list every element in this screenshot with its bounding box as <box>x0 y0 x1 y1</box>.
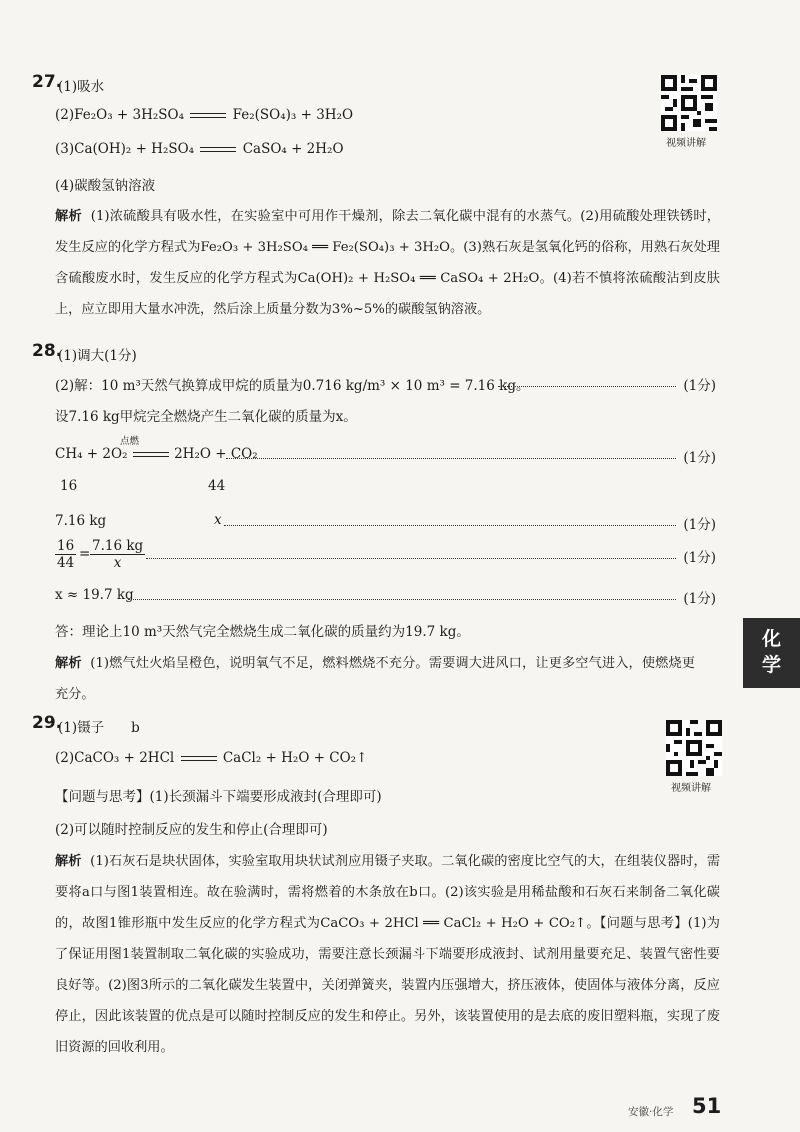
score-label: (1分) <box>683 517 716 533</box>
q27-answer-1: (1)吸水 <box>58 79 105 95</box>
q27-answer-3: (3)Ca(OH)₂ + H₂SO₄ CaSO₄ + 2H₂O <box>55 141 344 157</box>
q28-value-2: x <box>214 512 222 528</box>
score-label: (1分) <box>683 450 716 466</box>
score-label: (1分) <box>683 550 716 566</box>
page-number: 51 <box>692 1094 722 1118</box>
dotted-leader <box>498 386 676 387</box>
reaction-condition: 点燃 <box>120 436 140 447</box>
equals-arrow-icon <box>179 754 219 764</box>
q29-answer-1: (1)镊子 b <box>58 720 140 736</box>
q29-think-2: (2)可以随时控制反应的发生和停止(合理即可) <box>55 822 328 838</box>
q28-value-1: 7.16 kg <box>55 513 107 529</box>
q28-result: x ≈ 19.7 kg <box>55 587 134 603</box>
equals-arrow-icon <box>132 450 170 460</box>
dotted-leader <box>224 525 676 526</box>
q28-answer-2: (2)解：10 m³天然气换算成甲烷的质量为0.716 kg/m³ × 10 m³ = 7.16 kg。 <box>55 378 530 394</box>
subject-side-tab: 化 学 <box>743 618 800 688</box>
qr-code-icon[interactable] <box>666 720 722 776</box>
q28-molar-mass-1: 16 <box>60 478 78 494</box>
q27-answer-4: (4)碳酸氢钠溶液 <box>55 178 156 194</box>
q28-conclusion: 答：理论上10 m³天然气完全燃烧生成二氧化碳的质量约为19.7 kg。 <box>55 624 470 640</box>
q28-number: 28. <box>32 341 63 361</box>
score-label: (1分) <box>683 378 716 394</box>
q28-fraction-1: $\frac{16}{44}$ <box>57 538 75 571</box>
q29-think-1: 【问题与思考】(1)长颈漏斗下端要形成液封(合理即可) <box>55 789 382 805</box>
q28-fraction-2: $\frac{7.16 kg}{x}$ <box>92 538 144 571</box>
equals-arrow-icon <box>198 145 238 155</box>
q28-equation: CH₄ + 2O₂ 2H₂O + CO₂ <box>55 446 258 462</box>
qr-caption: 视频讲解 <box>671 783 711 794</box>
qr-caption: 视频讲解 <box>666 138 706 149</box>
q28-analysis: 解析 (1)燃气灶火焰呈橙色，说明氧气不足，燃料燃烧不充分。需要调大进风口，让更多空气进入，使燃烧更充分。 <box>55 656 695 702</box>
score-label: (1分) <box>683 591 716 607</box>
q28-equals: = <box>79 546 91 562</box>
q27-analysis: 解析 (1)浓硫酸具有吸水性，在实验室中可用作干燥剂，除去二氧化碳中混有的水蒸气。(2)用硫酸处理铁锈时，发生反应的化学方程式为Fe₂O₃ + 3H₂SO₄ ══ Fe₂(SO₄)₃ + 3H₂O。(3)熟石灰是氢氧化钙的俗称，用熟石灰处理含硫酸废水时，发生反应的化学方程式为Ca(OH)₂ + H₂SO₄ ══ CaSO₄ + 2H₂O。(4)若不慎将浓硫酸沾到皮肤上，应立即用大量水冲洗，然后涂上质量分数为3%~5%的碳酸氢钠溶液。 <box>55 209 720 317</box>
q28-molar-mass-2: 44 <box>208 478 226 494</box>
dotted-leader <box>226 458 676 459</box>
footer-label: 安徽·化学 <box>628 1106 674 1118</box>
equals-arrow-icon <box>188 111 228 121</box>
q28-answer-1: (1)调大(1分) <box>58 348 137 364</box>
q27-number: 27. <box>32 72 63 92</box>
dotted-leader <box>146 558 676 559</box>
q27-answer-2: (2)Fe₂O₃ + 3H₂SO₄ Fe₂(SO₄)₃ + 3H₂O <box>55 107 354 123</box>
q28-let: 设7.16 kg甲烷完全燃烧产生二氧化碳的质量为x。 <box>55 409 357 425</box>
dotted-leader <box>128 599 676 600</box>
qr-code-icon[interactable] <box>661 75 717 131</box>
q29-answer-2: (2)CaCO₃ + 2HCl CaCl₂ + H₂O + CO₂↑ <box>55 750 368 766</box>
q29-number: 29. <box>32 713 63 733</box>
q29-analysis: 解析 (1)石灰石是块状固体，实验室取用块状试剂应用镊子夹取。二氧化碳的密度比空气的大，在组装仪器时，需要将a口与图1装置相连。故在验满时，需将燃着的木条放在b口。(2)该实验是用稀盐酸和石灰石来制备二氧化碳的，故图1锥形瓶中发生反应的化学方程式为CaCO₃ + 2HCl ══ CaCl₂ + H₂O + CO₂↑。【问题与思考】(1)为了保证用图1装置制取二氧化碳的实验成功，需要注意长颈漏斗下端要形成液封、试剂用量要充足、装置气密性要良好等。(2)图3所示的二氧化碳发生装置中，关闭弹簧夹，装置内压强增大，挤压液体，使固体与液体分离，反应停止，因此该装置的优点是可以随时控制反应的发生和停止。另外，该装置使用的是去底的废旧塑料瓶，实现了废旧资源的回收利用。 <box>55 854 721 1055</box>
